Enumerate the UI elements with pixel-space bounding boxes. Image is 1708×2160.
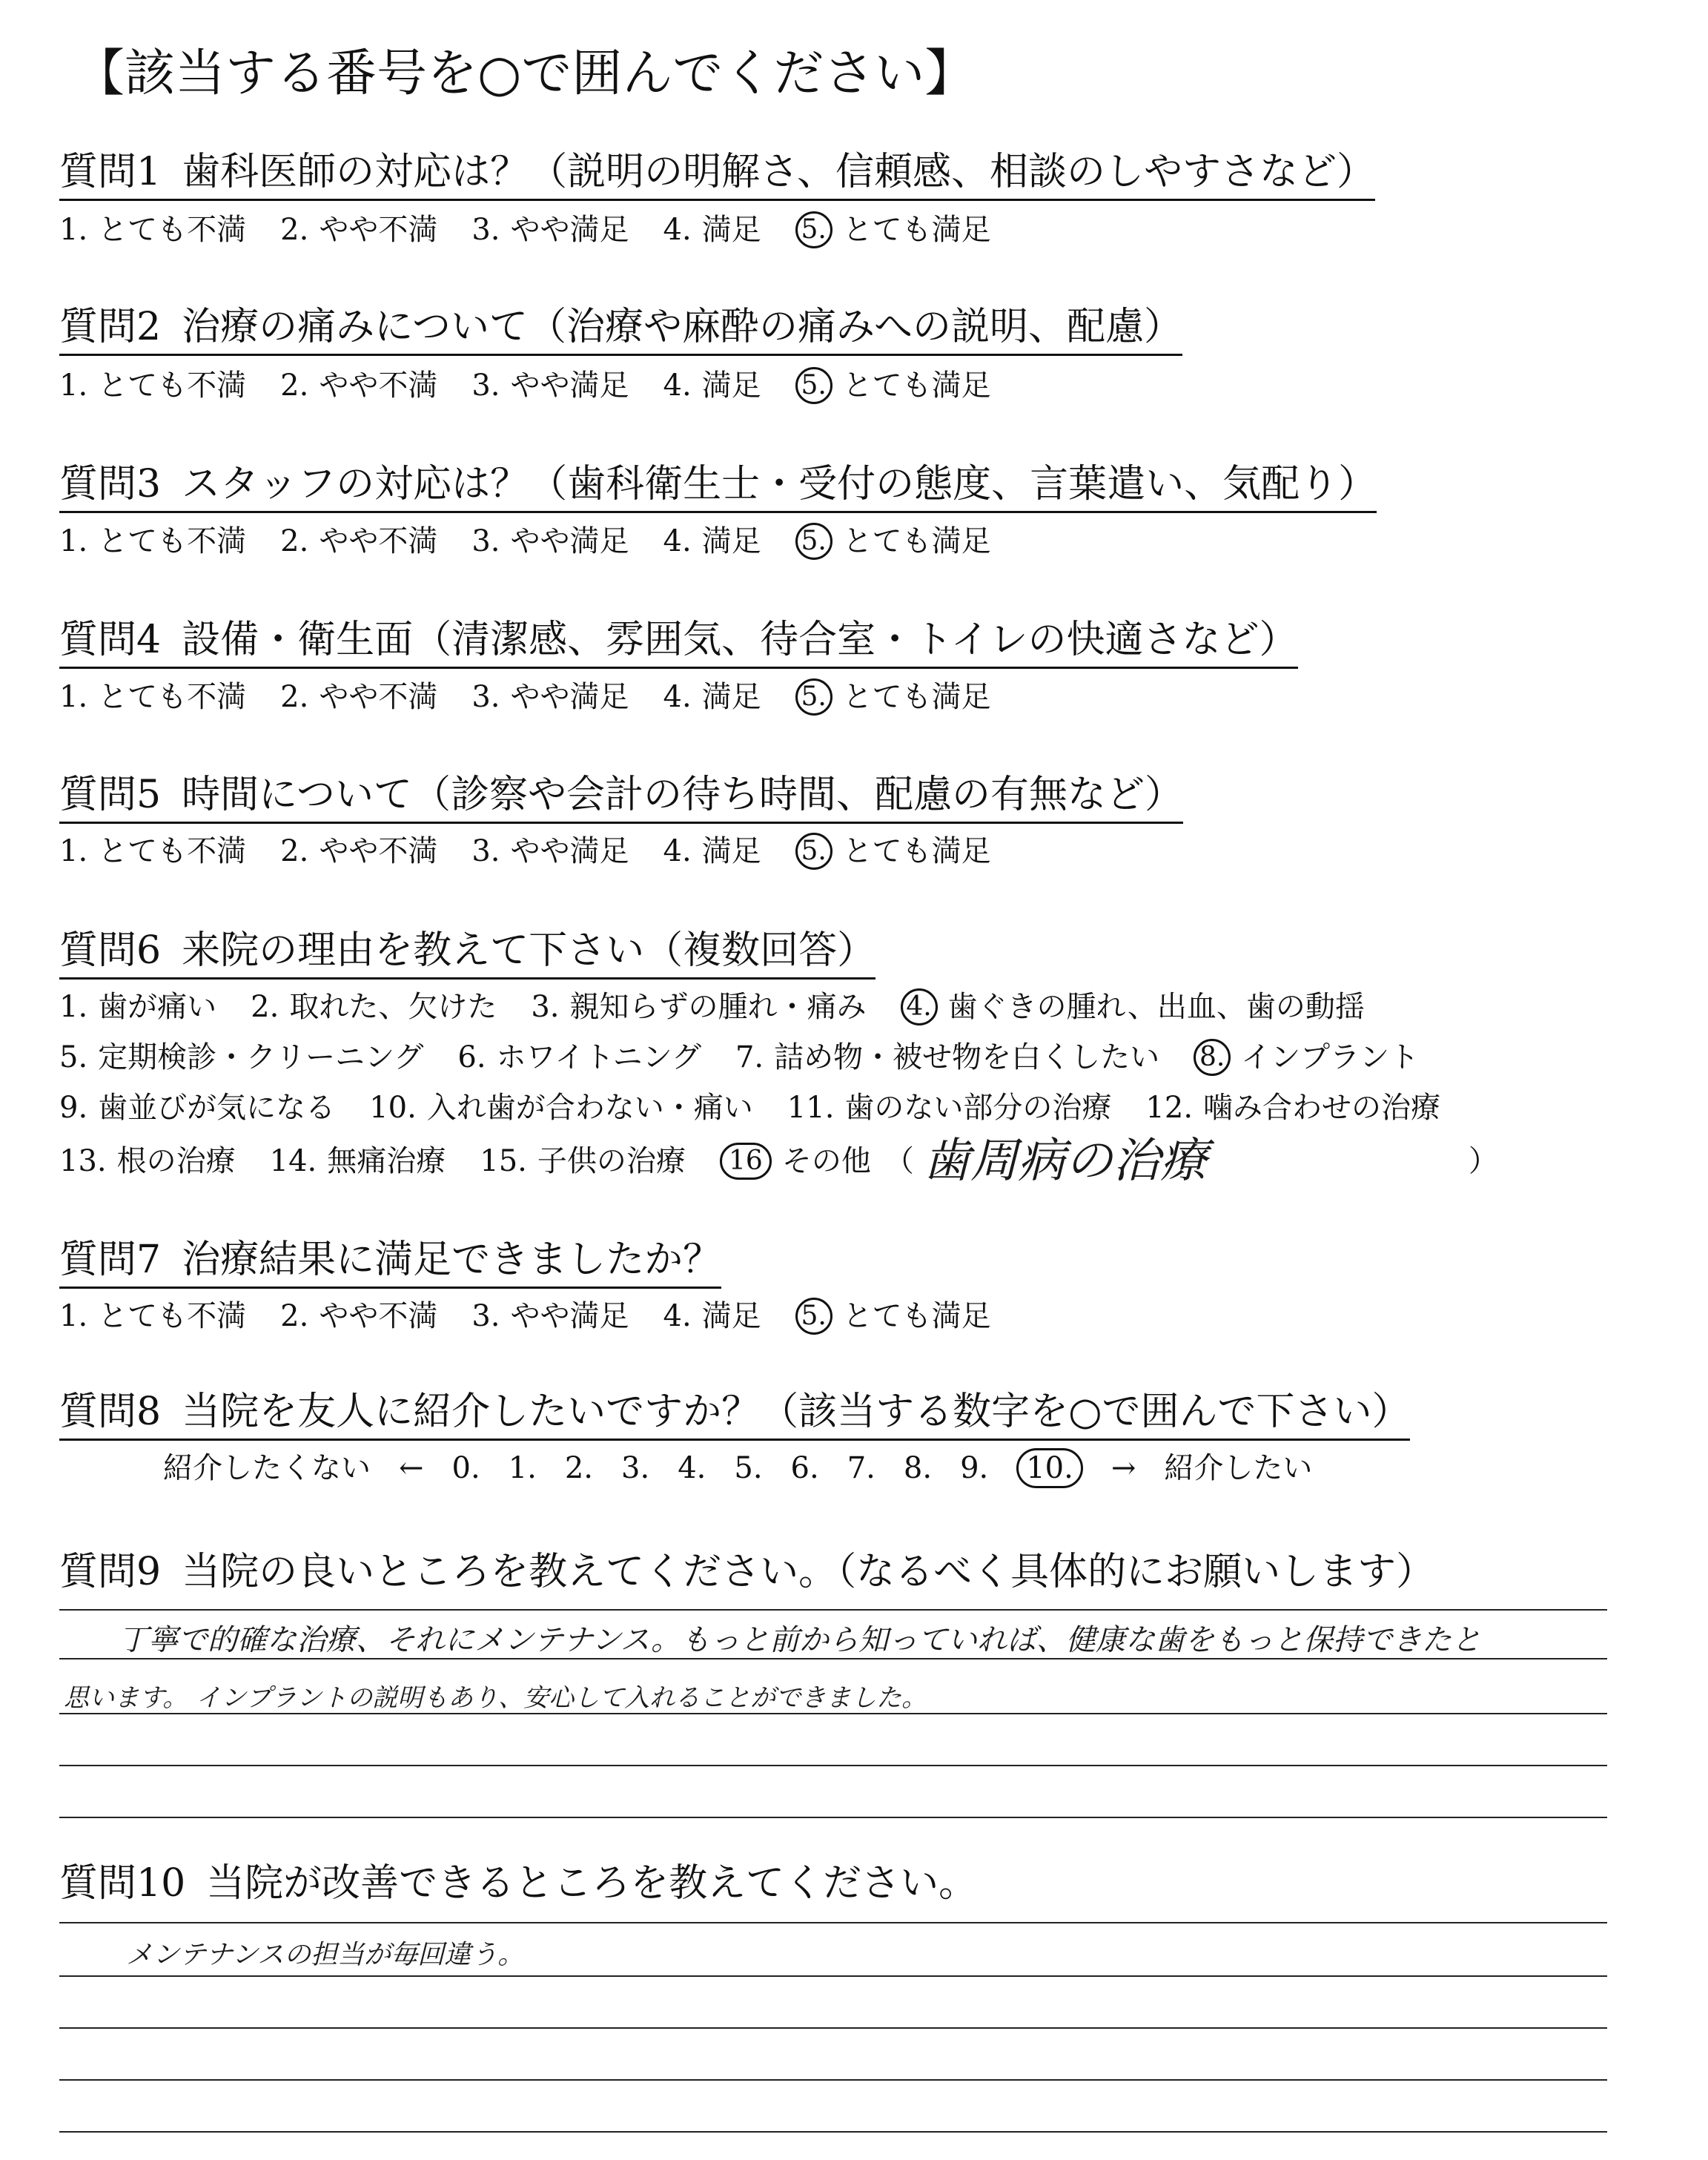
open-paren: （ bbox=[884, 1144, 914, 1178]
option-label: やや満足 bbox=[510, 524, 629, 558]
question-text: 来院の理由を教えて下さい（複数回答） bbox=[182, 928, 876, 973]
recommend-scale bbox=[163, 1444, 1340, 1492]
option-label: とても不満 bbox=[98, 834, 247, 868]
option-number: 11. bbox=[787, 1091, 835, 1125]
scale-left-arrow: ← bbox=[399, 1451, 424, 1485]
rating-option-1 bbox=[59, 828, 246, 875]
rating-option-1 bbox=[59, 206, 246, 254]
question-number: 質問5 bbox=[59, 773, 162, 817]
question-text: 当院の良いところを教えてください。（なるべく具体的にお願いします） bbox=[182, 1550, 1435, 1594]
scale-value: 3. bbox=[621, 1451, 650, 1485]
rating-option-3 bbox=[471, 1292, 629, 1340]
option-label: とても不満 bbox=[98, 369, 247, 403]
option-label: やや満足 bbox=[510, 1299, 629, 1333]
reason-option bbox=[369, 1084, 753, 1132]
option-label: とても不満 bbox=[98, 213, 247, 247]
option-label: とても不満 bbox=[98, 680, 247, 714]
rating-option-5 bbox=[795, 518, 991, 565]
rating-option-2 bbox=[280, 1292, 437, 1340]
option-number: 3. bbox=[471, 524, 500, 558]
reason-option bbox=[901, 983, 1365, 1031]
question-10-heading bbox=[59, 1857, 977, 1910]
reason-option bbox=[59, 1084, 335, 1132]
close-paren: ） bbox=[1468, 1144, 1498, 1178]
question-4-heading bbox=[59, 613, 1298, 669]
option-label: 満足 bbox=[701, 524, 761, 558]
question-text: 時間について（診察や会計の待ち時間、配慮の有無など） bbox=[182, 773, 1184, 817]
scale-value: 10. bbox=[1016, 1448, 1083, 1488]
option-number: 2. bbox=[251, 990, 279, 1024]
question-1-options bbox=[59, 206, 1025, 254]
option-number: 2. bbox=[280, 369, 309, 403]
option-label: その他 bbox=[781, 1144, 871, 1178]
question-7-heading bbox=[59, 1233, 721, 1289]
rating-option-1 bbox=[59, 673, 246, 721]
option-label: とても満足 bbox=[842, 1299, 991, 1333]
rating-option-4 bbox=[663, 362, 761, 409]
question-2-options bbox=[59, 362, 1025, 409]
reason-option bbox=[720, 1137, 871, 1185]
question-4-options bbox=[59, 673, 1025, 721]
option-number: 2. bbox=[280, 524, 309, 558]
rating-option-2 bbox=[280, 828, 437, 875]
option-number: 1. bbox=[59, 524, 88, 558]
option-number: 5. bbox=[795, 211, 833, 248]
rating-option-2 bbox=[280, 673, 437, 721]
option-number: 3. bbox=[471, 213, 500, 247]
question-9-heading bbox=[59, 1545, 1434, 1599]
question-2-heading bbox=[59, 300, 1182, 356]
question-text: 当院が改善できるところを教えてください。 bbox=[206, 1861, 978, 1906]
option-number: 13. bbox=[59, 1144, 107, 1178]
answer-rule bbox=[59, 1765, 1607, 1766]
option-number: 2. bbox=[280, 680, 309, 714]
question-number: 質問1 bbox=[59, 150, 162, 194]
question-text: スタッフの対応は？（歯科衛生士・受付の態度、言葉遣い、気配り） bbox=[182, 462, 1377, 506]
option-label: やや不満 bbox=[319, 524, 438, 558]
rating-option-4 bbox=[663, 673, 761, 721]
answer-rule bbox=[59, 2027, 1607, 2029]
reason-option bbox=[735, 1034, 1159, 1081]
question-text: 治療の痛みについて（治療や麻酔の痛みへの説明、配慮） bbox=[182, 305, 1183, 349]
option-label: やや満足 bbox=[510, 213, 629, 247]
question-9-answer-line-2: 思います。 インプラントの説明もあり、安心して入れることができました。 bbox=[64, 1683, 927, 1713]
reason-option bbox=[787, 1084, 1112, 1132]
question-text: 設備・衛生面（清潔感、雰囲気、待合室・トイレの快適さなど） bbox=[182, 618, 1298, 662]
option-number: 5. bbox=[795, 833, 833, 870]
option-label: とても不満 bbox=[98, 1299, 247, 1333]
option-number: 4. bbox=[663, 524, 692, 558]
option-number: 8. bbox=[1194, 1039, 1231, 1076]
option-label: 入れ歯が合わない・痛い bbox=[426, 1091, 753, 1125]
rating-option-1 bbox=[59, 518, 246, 565]
question-number: 質問7 bbox=[59, 1238, 162, 1282]
question-number: 質問6 bbox=[59, 928, 162, 973]
reason-option bbox=[270, 1137, 446, 1185]
option-number: 2. bbox=[280, 213, 309, 247]
option-number: 5. bbox=[795, 523, 833, 560]
scale-value: 9. bbox=[960, 1451, 989, 1485]
option-label: ホワイトニング bbox=[496, 1040, 701, 1074]
option-label: インプラント bbox=[1241, 1040, 1420, 1074]
answer-rule bbox=[59, 1922, 1607, 1923]
other-reason-handwritten: 歯周病の治療 bbox=[922, 1134, 1208, 1189]
rating-option-3 bbox=[471, 673, 629, 721]
reason-option bbox=[59, 983, 216, 1031]
question-3-options bbox=[59, 518, 1025, 565]
question-6-options-row-1 bbox=[59, 983, 1399, 1031]
question-5-options bbox=[59, 828, 1025, 875]
rating-option-5 bbox=[795, 206, 991, 254]
page-title: 【該当する番号を○で囲んでください】 bbox=[74, 44, 976, 103]
answer-rule bbox=[59, 1817, 1607, 1818]
answer-rule bbox=[59, 2079, 1607, 2081]
option-label: 歯ぐきの腫れ、出血、歯の動揺 bbox=[947, 990, 1365, 1024]
scale-left-label: 紹介したくない bbox=[163, 1451, 371, 1485]
option-number: 3. bbox=[471, 834, 500, 868]
scale-value: 8. bbox=[903, 1451, 933, 1485]
question-text: 当院を友人に紹介したいですか？（該当する数字を○で囲んで下さい） bbox=[182, 1390, 1411, 1434]
rating-option-3 bbox=[471, 206, 629, 254]
answer-rule bbox=[59, 2131, 1607, 2133]
option-number: 1. bbox=[59, 834, 88, 868]
scale-value: 5. bbox=[734, 1451, 763, 1485]
rating-option-1 bbox=[59, 1292, 246, 1340]
option-label: 噛み合わせの治療 bbox=[1203, 1091, 1441, 1125]
rating-option-5 bbox=[795, 673, 991, 721]
option-label: 満足 bbox=[701, 1299, 761, 1333]
question-number: 質問10 bbox=[59, 1861, 186, 1906]
option-number: 3. bbox=[471, 680, 500, 714]
option-label: とても満足 bbox=[842, 834, 991, 868]
option-label: やや不満 bbox=[319, 213, 438, 247]
question-text: 歯科医師の対応は？（説明の明解さ、信頼感、相談のしやすさなど） bbox=[182, 150, 1376, 194]
rating-option-4 bbox=[663, 1292, 761, 1340]
rating-option-4 bbox=[663, 518, 761, 565]
question-8-heading bbox=[59, 1385, 1410, 1441]
scale-right-arrow: → bbox=[1110, 1451, 1136, 1485]
scale-value: 2. bbox=[564, 1451, 594, 1485]
option-number: 2. bbox=[280, 1299, 309, 1333]
question-6-options-row-3 bbox=[59, 1084, 1474, 1132]
option-number: 4. bbox=[663, 834, 692, 868]
question-number: 質問4 bbox=[59, 618, 162, 662]
option-label: 親知らずの腫れ・痛み bbox=[569, 990, 867, 1024]
option-label: 歯並びが気になる bbox=[98, 1091, 336, 1125]
option-label: やや満足 bbox=[510, 834, 629, 868]
answer-rule bbox=[59, 1975, 1607, 1977]
question-number: 質問8 bbox=[59, 1390, 162, 1434]
option-number: 5. bbox=[795, 678, 833, 716]
option-label: やや不満 bbox=[319, 369, 438, 403]
question-3-heading bbox=[59, 458, 1377, 513]
option-label: とても満足 bbox=[842, 213, 991, 247]
rating-option-1 bbox=[59, 362, 246, 409]
reason-option bbox=[531, 983, 866, 1031]
option-number: 12. bbox=[1145, 1091, 1194, 1125]
option-number: 4. bbox=[663, 680, 692, 714]
option-number: 7. bbox=[735, 1040, 764, 1074]
option-number: 5. bbox=[795, 367, 833, 404]
rating-option-2 bbox=[280, 518, 437, 565]
question-9-answer-line-1: 丁寧で的確な治療、それにメンテナンス。もっと前から知っていれば、健康な歯をもっと保持できたと bbox=[119, 1623, 1481, 1657]
rating-option-4 bbox=[663, 828, 761, 875]
reason-option bbox=[59, 1137, 236, 1185]
other-reason-field bbox=[884, 1134, 1498, 1189]
option-label: 定期検診・クリーニング bbox=[98, 1040, 424, 1074]
reason-option bbox=[1145, 1084, 1440, 1132]
option-number: 4. bbox=[901, 988, 938, 1025]
option-number: 14. bbox=[269, 1144, 317, 1178]
option-number: 1. bbox=[59, 213, 88, 247]
option-label: 満足 bbox=[701, 680, 761, 714]
question-5-heading bbox=[59, 768, 1183, 824]
scale-value: 6. bbox=[790, 1451, 819, 1485]
scale-value: 4. bbox=[678, 1451, 706, 1485]
option-label: 満足 bbox=[701, 213, 761, 247]
option-number: 4. bbox=[663, 1299, 692, 1333]
reason-option bbox=[480, 1137, 686, 1185]
option-label: やや不満 bbox=[319, 1299, 438, 1333]
question-number: 質問9 bbox=[59, 1550, 162, 1594]
reason-option bbox=[457, 1034, 701, 1081]
question-6-options-row-2 bbox=[59, 1034, 1453, 1081]
rating-option-5 bbox=[795, 828, 991, 875]
rating-option-5 bbox=[795, 362, 991, 409]
option-label: 満足 bbox=[701, 834, 761, 868]
question-text: 治療結果に満足できましたか？ bbox=[182, 1238, 722, 1282]
option-label: 歯のない部分の治療 bbox=[844, 1091, 1112, 1125]
option-number: 1. bbox=[59, 990, 88, 1024]
scale-right-label: 紹介したい bbox=[1164, 1451, 1313, 1485]
rating-option-5 bbox=[795, 1292, 991, 1340]
option-number: 3. bbox=[531, 990, 560, 1024]
reason-option bbox=[59, 1034, 423, 1081]
option-number: 1. bbox=[59, 680, 88, 714]
answer-rule bbox=[59, 1609, 1607, 1611]
option-number: 16 bbox=[720, 1143, 772, 1180]
option-label: とても満足 bbox=[842, 680, 991, 714]
question-6-options-row-4 bbox=[59, 1134, 1498, 1189]
option-label: とても不満 bbox=[98, 524, 247, 558]
question-10-answer-line-1: メンテナンスの担当が毎回違う。 bbox=[126, 1940, 525, 1970]
rating-option-4 bbox=[663, 206, 761, 254]
option-number: 3. bbox=[471, 1299, 500, 1333]
option-label: 子供の治療 bbox=[537, 1144, 686, 1178]
question-7-options bbox=[59, 1292, 1025, 1340]
scale-value: 1. bbox=[508, 1451, 537, 1485]
question-1-heading bbox=[59, 145, 1375, 201]
reason-option bbox=[251, 983, 497, 1031]
rating-option-3 bbox=[471, 828, 629, 875]
rating-option-3 bbox=[471, 518, 629, 565]
question-6-heading bbox=[59, 924, 875, 980]
option-number: 5. bbox=[795, 1298, 833, 1335]
scale-value: 0. bbox=[451, 1451, 480, 1485]
option-number: 4. bbox=[663, 369, 692, 403]
scale-value: 7. bbox=[847, 1451, 875, 1485]
option-number: 1. bbox=[59, 369, 88, 403]
reason-option bbox=[1194, 1034, 1419, 1081]
rating-option-2 bbox=[280, 362, 437, 409]
rating-option-2 bbox=[280, 206, 437, 254]
option-label: とても満足 bbox=[842, 369, 991, 403]
rating-option-3 bbox=[471, 362, 629, 409]
option-number: 4. bbox=[663, 213, 692, 247]
question-number: 質問3 bbox=[59, 462, 162, 506]
option-number: 10. bbox=[369, 1091, 417, 1125]
option-label: 取れた、欠けた bbox=[289, 990, 497, 1024]
option-number: 15. bbox=[480, 1144, 527, 1178]
option-label: 根の治療 bbox=[116, 1144, 236, 1178]
option-label: やや不満 bbox=[319, 834, 438, 868]
option-number: 9. bbox=[59, 1091, 88, 1125]
option-number: 6. bbox=[457, 1040, 486, 1074]
option-label: 歯が痛い bbox=[98, 990, 217, 1024]
option-label: やや満足 bbox=[510, 369, 629, 403]
option-number: 1. bbox=[59, 1299, 88, 1333]
option-number: 3. bbox=[471, 369, 500, 403]
option-number: 2. bbox=[280, 834, 309, 868]
option-label: とても満足 bbox=[842, 524, 991, 558]
option-label: 無痛治療 bbox=[327, 1144, 446, 1178]
option-label: やや満足 bbox=[510, 680, 629, 714]
option-label: 詰め物・被せ物を白くしたい bbox=[774, 1040, 1160, 1074]
question-number: 質問2 bbox=[59, 305, 162, 349]
option-label: 満足 bbox=[701, 369, 761, 403]
option-number: 5. bbox=[59, 1040, 88, 1074]
option-label: やや不満 bbox=[319, 680, 438, 714]
